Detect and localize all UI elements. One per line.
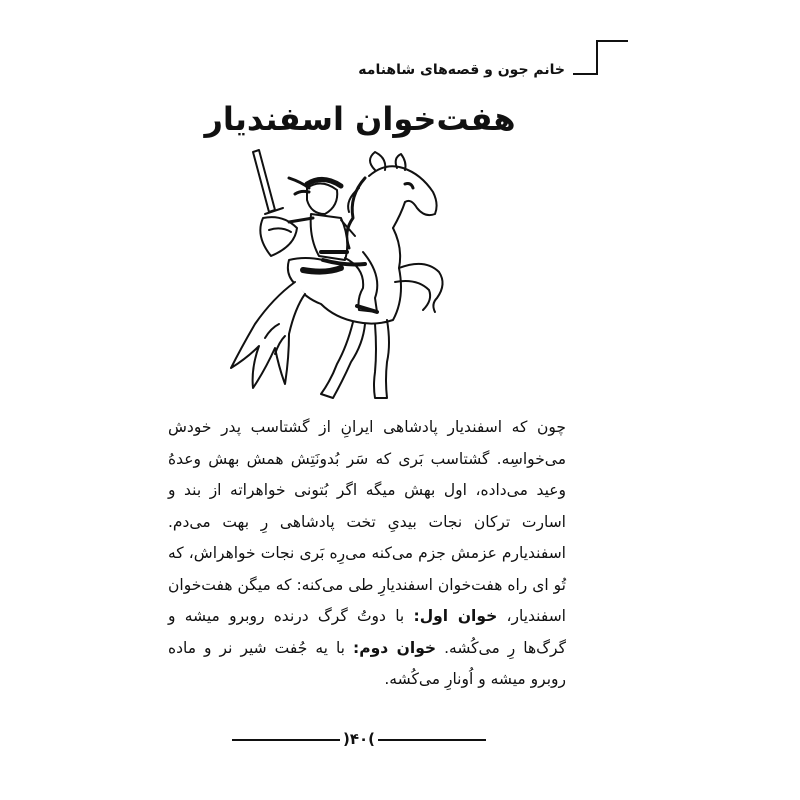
segment-first-trial-text: با دوتُ گرگ درنده روبرو میشه و گرگ‌ها رِ می‌کُشه. <box>168 607 566 657</box>
header-corner-top-rule <box>596 40 628 42</box>
page-number-value: ۴۰ <box>349 730 369 748</box>
footer-rule-right <box>378 739 486 741</box>
header-corner-horizontal-rule <box>573 73 597 75</box>
page-number <box>340 728 378 750</box>
segment-second-trial-text: با یه جُفت شیر نر و ماده روبرو میشه و اُونارِ می‌کُشه. <box>168 638 566 688</box>
running-head: خانم جون و قصه‌های شاهنامه <box>358 62 565 78</box>
segment-first-trial-label: خوان اول: <box>413 607 498 625</box>
header-corner-vertical-rule <box>596 40 598 75</box>
segment-second-trial-label: خوان دوم: <box>353 638 437 657</box>
footer-rule-left <box>232 739 340 741</box>
horseman-with-sword-illustration <box>225 148 465 403</box>
story-paragraph <box>168 412 566 696</box>
story-paragraph-text <box>168 412 566 696</box>
segment-intro: چون که اسفندیار پادشاهی ایرانِ از گشتاسب پدر خودش می‌خواسِه. گشتاسب بَری که سَر بُدونَتِش همش بهش وعدهُ وعید می‌داده، اول بهش میگه اگر بُتونی خواهراته از بند و اسارت ترکان نجات بیدیِ تخت پادشاهی رِ بهت می‌دم. اسفندیارم عزمش جزم می‌کنه می‌رِه بَری نجات خواهراش، که تُو ای راه هفت‌خوان اسفندیارِ طی می‌کنه: که میگن هفت‌خوان اسفندیار، <box>168 418 566 625</box>
page-number-close-bracket: ( <box>342 730 350 748</box>
chapter-title: هفت‌خوان اسفندیار <box>204 100 516 138</box>
page-number-open-bracket: ) <box>368 730 376 748</box>
